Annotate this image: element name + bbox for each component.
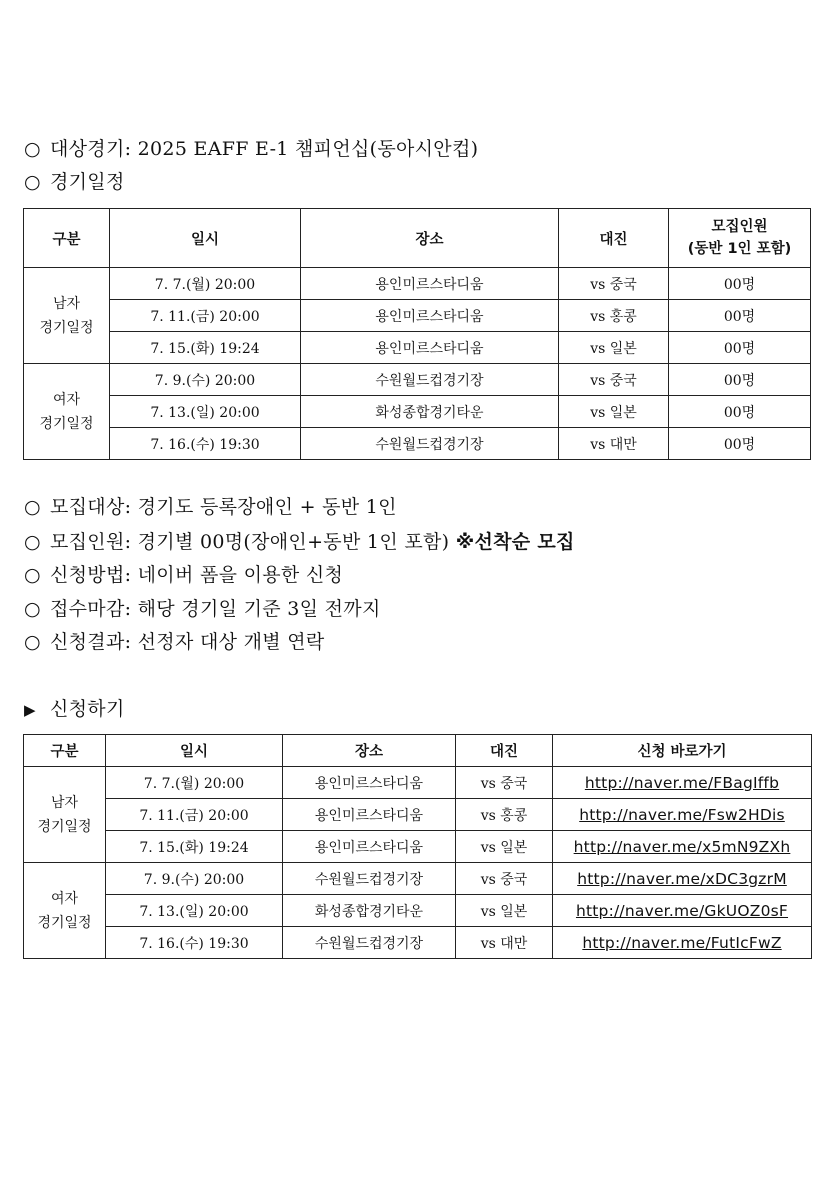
header-opponent: 대진 [456,735,553,767]
cell-opponent: vs 대만 [456,927,553,959]
cell-datetime: 7. 13.(일) 20:00 [110,396,301,428]
apply-link[interactable]: http://naver.me/xDC3gzrM [577,869,787,888]
schedule-table [23,208,811,460]
result-line [24,630,325,654]
first-come-note: ※선착순 모집 [455,531,575,553]
cell-datetime: 7. 11.(금) 20:00 [110,300,301,332]
group-label-women [24,863,106,959]
table-row [24,300,811,332]
target-game-text: 대상경기: 2025 EAFF E-1 챔피언십(동아시안컵) [50,138,479,160]
group-label-men [24,268,110,364]
group-label-line1: 여자 [50,890,79,907]
group-label-line1: 여자 [52,391,81,408]
bullet-icon: ○ [24,598,41,620]
cell-opponent: vs 일본 [456,895,553,927]
cell-datetime: 7. 7.(월) 20:00 [106,767,283,799]
apply-header-row [24,735,812,767]
header-datetime: 일시 [110,209,301,268]
header-opponent: 대진 [559,209,669,268]
table-row [24,831,812,863]
cell-link [553,895,812,927]
header-datetime: 일시 [106,735,283,767]
recruit-count-line [24,530,575,554]
cell-venue: 용인미르스타디움 [301,268,559,300]
bullet-icon: ○ [24,631,41,653]
cell-count: 00명 [669,268,811,300]
cell-opponent: vs 홍콩 [456,799,553,831]
bullet-icon: ○ [24,531,41,553]
cell-opponent: vs 중국 [456,863,553,895]
header-recruit-line1: 모집인원 [711,219,768,235]
cell-venue: 용인미르스타디움 [283,831,456,863]
cell-datetime: 7. 16.(수) 19:30 [110,428,301,460]
group-label-line1: 남자 [50,794,79,811]
cell-opponent: vs 대만 [559,428,669,460]
table-row [24,895,812,927]
header-venue: 장소 [301,209,559,268]
cell-datetime: 7. 15.(화) 19:24 [106,831,283,863]
cell-venue: 용인미르스타디움 [283,767,456,799]
cell-venue: 수원월드컵경기장 [283,927,456,959]
header-link: 신청 바로가기 [553,735,812,767]
group-label-men [24,767,106,863]
table-row [24,364,811,396]
apply-method-text: 신청방법: 네이버 폼을 이용한 신청 [50,564,344,586]
cell-venue: 수원월드컵경기장 [301,364,559,396]
cell-link [553,863,812,895]
play-arrow-icon: ▶ [24,701,36,719]
table-row [24,396,811,428]
cell-opponent: vs 중국 [559,364,669,396]
cell-venue: 수원월드컵경기장 [283,863,456,895]
group-label-line2: 경기일정 [37,914,92,931]
cell-opponent: vs 일본 [559,396,669,428]
deadline-text: 접수마감: 해당 경기일 기준 3일 전까지 [50,598,381,620]
cell-opponent: vs 홍콩 [559,300,669,332]
cell-link [553,799,812,831]
apply-link[interactable]: http://naver.me/GkUOZ0sF [575,901,789,920]
cell-opponent: vs 중국 [456,767,553,799]
cell-venue: 용인미르스타디움 [301,332,559,364]
apply-link[interactable]: http://naver.me/x5mN9ZXh [573,837,791,856]
cell-venue: 화성종합경기타운 [301,396,559,428]
group-label-line1: 남자 [52,295,81,312]
cell-count: 00명 [669,428,811,460]
group-label-line2: 경기일정 [39,415,94,432]
target-game-line [24,137,478,161]
cell-datetime: 7. 16.(수) 19:30 [106,927,283,959]
table-row [24,863,812,895]
cell-count: 00명 [669,332,811,364]
apply-method-line [24,563,343,587]
bullet-icon: ○ [24,138,41,160]
cell-count: 00명 [669,396,811,428]
table-row [24,767,812,799]
recruit-target-line [24,495,397,519]
deadline-line [24,597,381,621]
cell-datetime: 7. 7.(월) 20:00 [110,268,301,300]
cell-opponent: vs 일본 [559,332,669,364]
cell-opponent: vs 중국 [559,268,669,300]
bullet-icon: ○ [24,496,41,518]
apply-title-text: 신청하기 [50,698,125,720]
schedule-title-line [24,170,125,194]
cell-datetime: 7. 15.(화) 19:24 [110,332,301,364]
table-row [24,332,811,364]
cell-link [553,831,812,863]
cell-venue: 용인미르스타디움 [301,300,559,332]
schedule-header-row [24,209,811,268]
apply-link[interactable]: http://naver.me/FutIcFwZ [582,933,782,952]
group-label-line2: 경기일정 [39,319,94,336]
cell-venue: 화성종합경기타운 [283,895,456,927]
group-label-women [24,364,110,460]
result-text: 신청결과: 선정자 대상 개별 연락 [50,631,325,653]
header-recruit-line2: (동반 1인 포함) [687,241,792,257]
bullet-icon: ○ [24,564,41,586]
apply-link[interactable]: http://naver.me/FBagIffb [584,773,780,792]
apply-table [23,734,812,959]
table-row [24,799,812,831]
header-recruit [669,209,811,268]
cell-link [553,767,812,799]
header-category: 구분 [24,209,110,268]
bullet-icon: ○ [24,171,41,193]
cell-datetime: 7. 9.(수) 20:00 [106,863,283,895]
cell-venue: 수원월드컵경기장 [301,428,559,460]
cell-opponent: vs 일본 [456,831,553,863]
cell-datetime: 7. 13.(일) 20:00 [106,895,283,927]
cell-datetime: 7. 11.(금) 20:00 [106,799,283,831]
header-category: 구분 [24,735,106,767]
header-venue: 장소 [283,735,456,767]
cell-venue: 용인미르스타디움 [283,799,456,831]
recruit-target-text: 모집대상: 경기도 등록장애인 + 동반 1인 [50,496,397,518]
cell-link [553,927,812,959]
cell-count: 00명 [669,364,811,396]
table-row [24,428,811,460]
cell-count: 00명 [669,300,811,332]
cell-datetime: 7. 9.(수) 20:00 [110,364,301,396]
table-row [24,268,811,300]
apply-section-title [24,697,125,722]
recruit-count-text: 모집인원: 경기별 00명(장애인+동반 1인 포함) [50,531,450,553]
apply-link[interactable]: http://naver.me/Fsw2HDis [579,805,785,824]
schedule-title-text: 경기일정 [50,171,125,193]
table-row [24,927,812,959]
group-label-line2: 경기일정 [37,818,92,835]
